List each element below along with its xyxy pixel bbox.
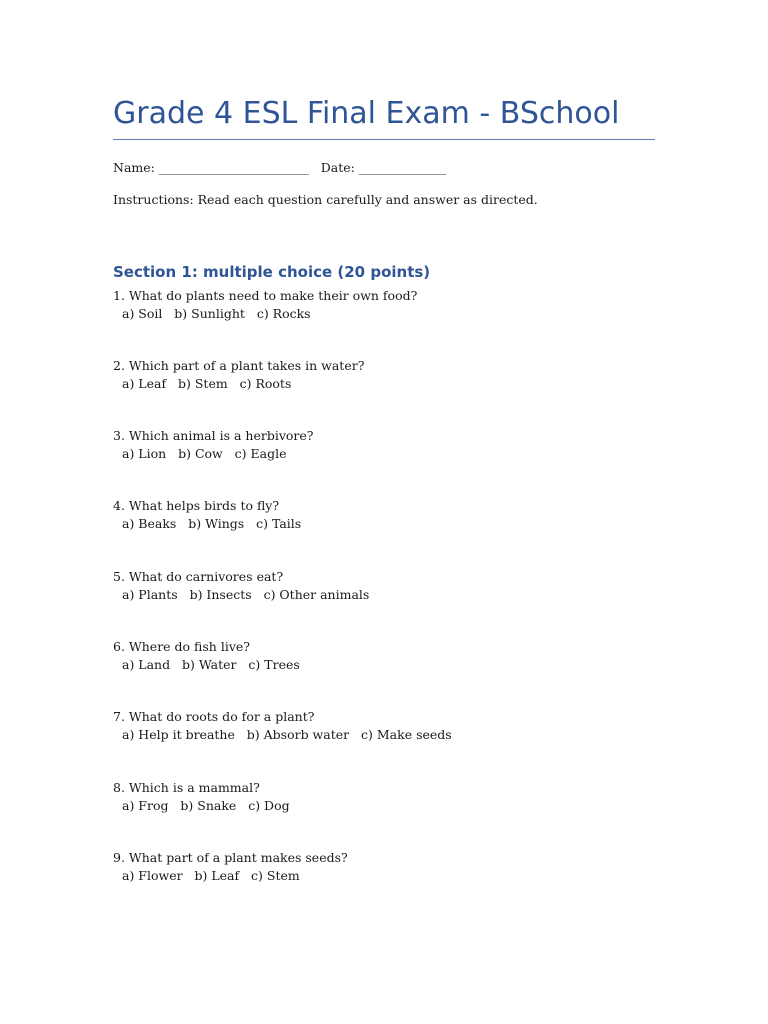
- question-text: 9. What part of a plant makes seeds?: [113, 850, 348, 865]
- question-options: a) Flower b) Leaf c) Stem: [122, 868, 300, 883]
- question-options: a) Lion b) Cow c) Eagle: [122, 446, 287, 461]
- question-text: 7. What do roots do for a plant?: [113, 709, 315, 724]
- question-text: 3. Which animal is a herbivore?: [113, 428, 314, 443]
- question-3: [113, 427, 314, 463]
- question-text: 4. What helps birds to fly?: [113, 498, 280, 513]
- question-options: a) Beaks b) Wings c) Tails: [122, 516, 302, 531]
- question-options: a) Land b) Water c) Trees: [122, 657, 300, 672]
- name-date-line: Name: ________________________ Date: ______________: [113, 160, 447, 175]
- instructions-text: Instructions: Read each question carefully and answer as directed.: [113, 192, 538, 207]
- question-text: 2. Which part of a plant takes in water?: [113, 358, 365, 373]
- question-text: 1. What do plants need to make their own food?: [113, 288, 418, 303]
- question-options: a) Help it breathe b) Absorb water c) Make seeds: [122, 727, 452, 742]
- question-text: 5. What do carnivores eat?: [113, 569, 284, 584]
- question-6: [113, 638, 300, 674]
- question-text: 8. Which is a mammal?: [113, 780, 260, 795]
- question-text: 6. Where do fish live?: [113, 639, 250, 654]
- question-1: [113, 287, 417, 323]
- question-options: a) Soil b) Sunlight c) Rocks: [122, 306, 311, 321]
- question-8: [113, 779, 290, 815]
- question-options: a) Leaf b) Stem c) Roots: [122, 376, 292, 391]
- section-1-heading: Section 1: multiple choice (20 points): [113, 263, 431, 281]
- question-9: [113, 849, 348, 885]
- question-5: [113, 568, 369, 604]
- question-4: [113, 497, 301, 533]
- title-underline: [113, 139, 655, 140]
- question-2: [113, 357, 364, 393]
- page-title: Grade 4 ESL Final Exam - BSchool: [113, 96, 620, 131]
- question-options: a) Plants b) Insects c) Other animals: [122, 587, 370, 602]
- question-options: a) Frog b) Snake c) Dog: [122, 798, 290, 813]
- question-7: [113, 708, 452, 744]
